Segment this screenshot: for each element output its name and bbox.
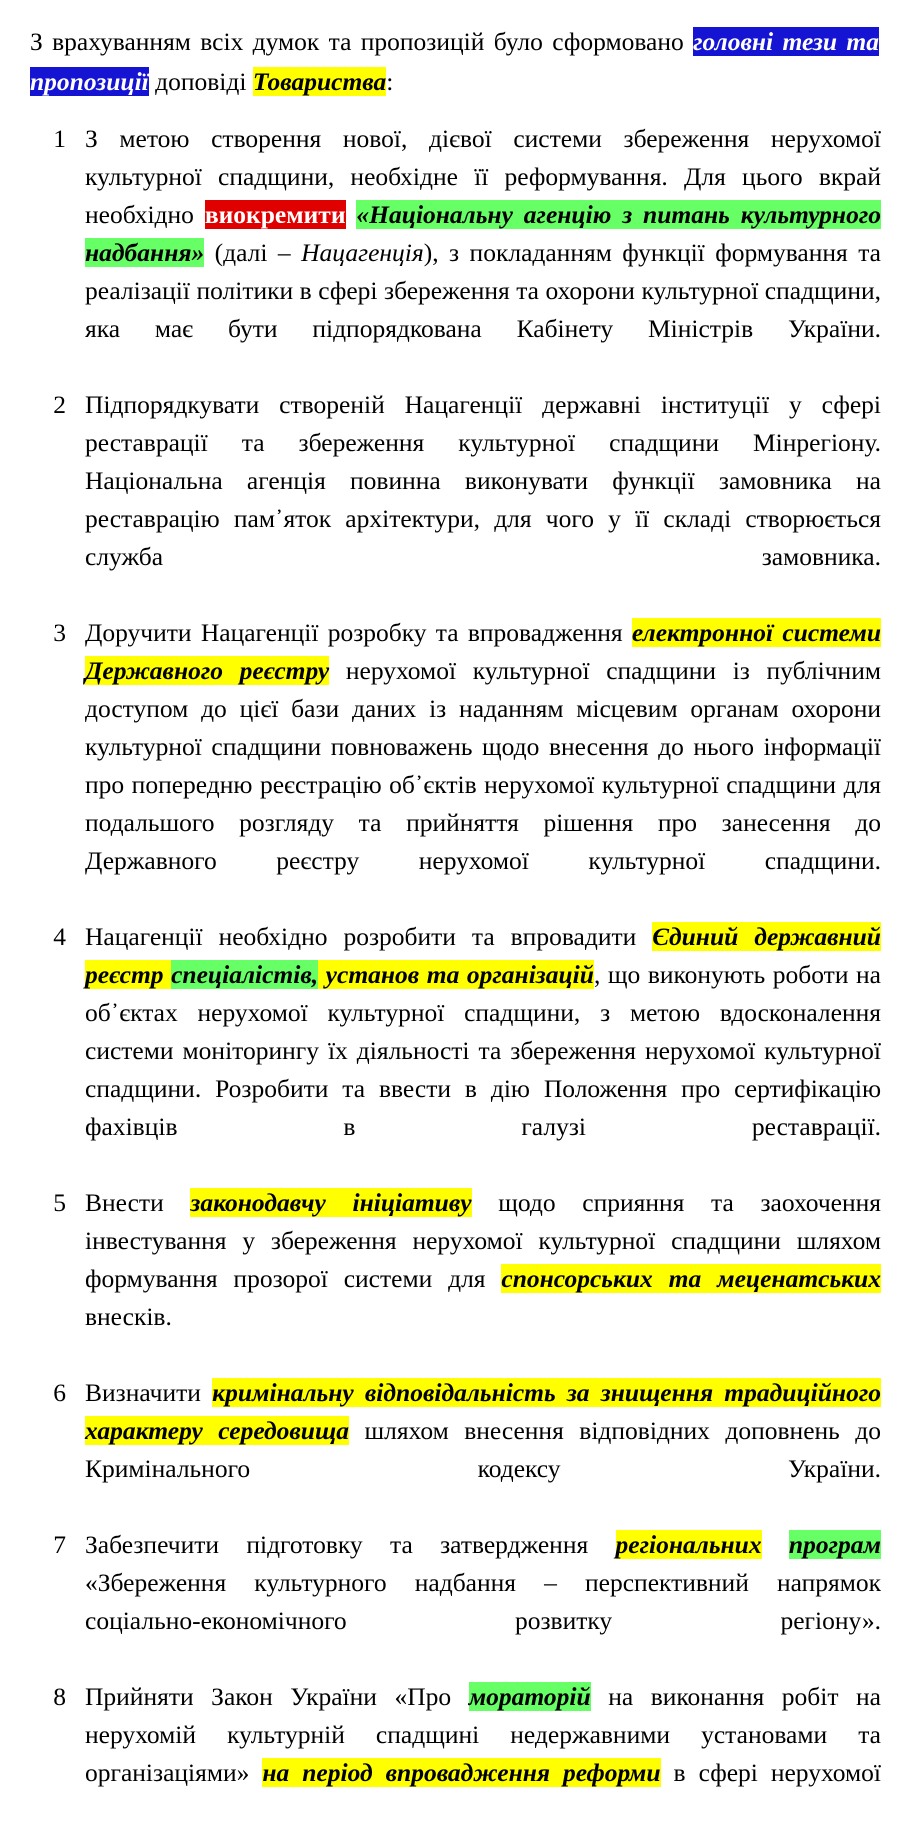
highlight-green-run: мораторій [468, 1682, 591, 1711]
list-item [28, 614, 881, 918]
item-text [346, 200, 357, 229]
item-text: Підпорядкувати створеній Нацагенції державні інституції у сфері реставрації та збереження культурної спадщини Мінрегіону. Національна агенція повинна виконувати функції замовника на реставрацію пам᾽яток архітектури, для чого у її складі створюється служба замовника. [85, 390, 881, 571]
item-text: щодо сприяння та заохочення інвестування у збереження нерухомої культурної спадщини шляхом формування прозорої системи для [85, 1188, 881, 1293]
numbered-list [28, 120, 881, 1830]
italic-run: Нацагенція [301, 238, 424, 267]
item-body [85, 1374, 881, 1526]
item-body [85, 918, 881, 1184]
item-body [85, 1184, 881, 1374]
item-body [85, 1526, 881, 1678]
highlight-yellow-run: електронної системи Державного реєстру [85, 618, 881, 685]
highlight-green-run: програм [788, 1530, 881, 1559]
item-number: 7 [53, 1530, 66, 1559]
intro-highlight-blue: головні тези та пропозиції [30, 27, 879, 96]
list-item [28, 1526, 881, 1678]
highlight-yellow-run: кримінальну відповідальність за знищення традиційного характеру середовища [85, 1378, 881, 1445]
item-text: Доручити Нацагенції розробку та впровадження [85, 618, 632, 647]
highlight-yellow-run: Єдиний державний реєстр [85, 922, 881, 989]
item-text: шляхом внесення відповідних доповнень до Кримінального кодексу України. [85, 1416, 881, 1483]
item-number: 6 [53, 1378, 66, 1407]
item-body [85, 614, 881, 918]
highlight-yellow-run: на період впровадження реформи [262, 1758, 661, 1787]
intro-text-part1: З врахуванням всіх думок та пропозицій було сформовано [30, 27, 694, 56]
list-item [28, 1678, 881, 1830]
list-item [28, 1374, 881, 1526]
highlight-yellow-run: установ та організацій [318, 960, 594, 989]
item-text: внесків. [85, 1302, 172, 1331]
highlight-yellow-run: регіональних [615, 1530, 762, 1559]
intro-text-part3: : [386, 67, 394, 96]
item-body [85, 120, 881, 386]
item-number: 3 [53, 618, 66, 647]
highlight-yellow-run: спонсорських та меценатських [501, 1264, 881, 1293]
item-text: Внести [85, 1188, 191, 1217]
item-text: ), з покладанням функції формування та реалізації політики в сфері збереження та охорони культурної спадщини, яка має бути підпорядкована Кабінету Міністрів України. [85, 238, 881, 343]
item-text: З метою створення нової, дієвої системи збереження нерухомої культурної спадщини, необхідне її реформування. Для цього вкрай необхідно [85, 124, 881, 229]
item-number: 4 [53, 922, 66, 951]
item-number: 8 [53, 1682, 66, 1711]
highlight-green-run: спеціалістів, [171, 960, 319, 989]
item-text: нерухомої культурної спадщини із публічним доступом до цієї бази даних із наданням місцевим органам охорони культурної спадщини повноважень щодо внесення до нього інформації про попередню реєстрацію об᾽єктів нерухомої культурної спадщини для подальшого розгляду та прийняття рішення про занесення до Державного реєстру нерухомої культурної спадщини. [85, 656, 881, 875]
item-text: Нацагенції необхідно розробити та впровадити [85, 922, 653, 951]
item-body [85, 1678, 881, 1830]
item-text: (далі – [204, 238, 302, 267]
intro-highlight-yellow: Товариства [252, 67, 387, 96]
item-text: Прийняти Закон України «Про [85, 1682, 469, 1711]
highlight-yellow-run: законодавчу ініціативу [190, 1188, 472, 1217]
highlight-red-run: виокремити [204, 200, 346, 229]
intro-text-part2: доповіді [148, 67, 253, 96]
item-text: , що виконують роботи на об᾽єктах нерухомої культурної спадщини, з метою вдосконалення системи моніторингу їх діяльності та збереження нерухомої культурної спадщини. Розробити та ввести в дію Положення про сертифікацію фахівців в галузі реставрації. [85, 960, 881, 1141]
item-text: «Збереження культурного надбання – перспективний напрямок соціально-економічного розвитку регіону». [85, 1568, 881, 1635]
item-text: в сфері нерухомої [660, 1758, 881, 1787]
item-text [762, 1530, 789, 1559]
item-text: Визначити [85, 1378, 213, 1407]
item-number: 2 [53, 390, 66, 419]
item-number: 5 [53, 1188, 66, 1217]
highlight-green-run: «Національну агенцію з питань культурного надбання» [85, 200, 881, 267]
item-body [85, 386, 881, 614]
item-number: 1 [53, 124, 66, 153]
list-item [28, 918, 881, 1184]
list-item [28, 120, 881, 386]
list-item [28, 386, 881, 614]
intro-paragraph [28, 22, 881, 102]
item-text: Забезпечити підготовку та затвердження [85, 1530, 616, 1559]
item-text: на виконання робіт на нерухомій культурній спадщині недержавними установами та організаціями» [85, 1682, 881, 1787]
list-item [28, 1184, 881, 1374]
